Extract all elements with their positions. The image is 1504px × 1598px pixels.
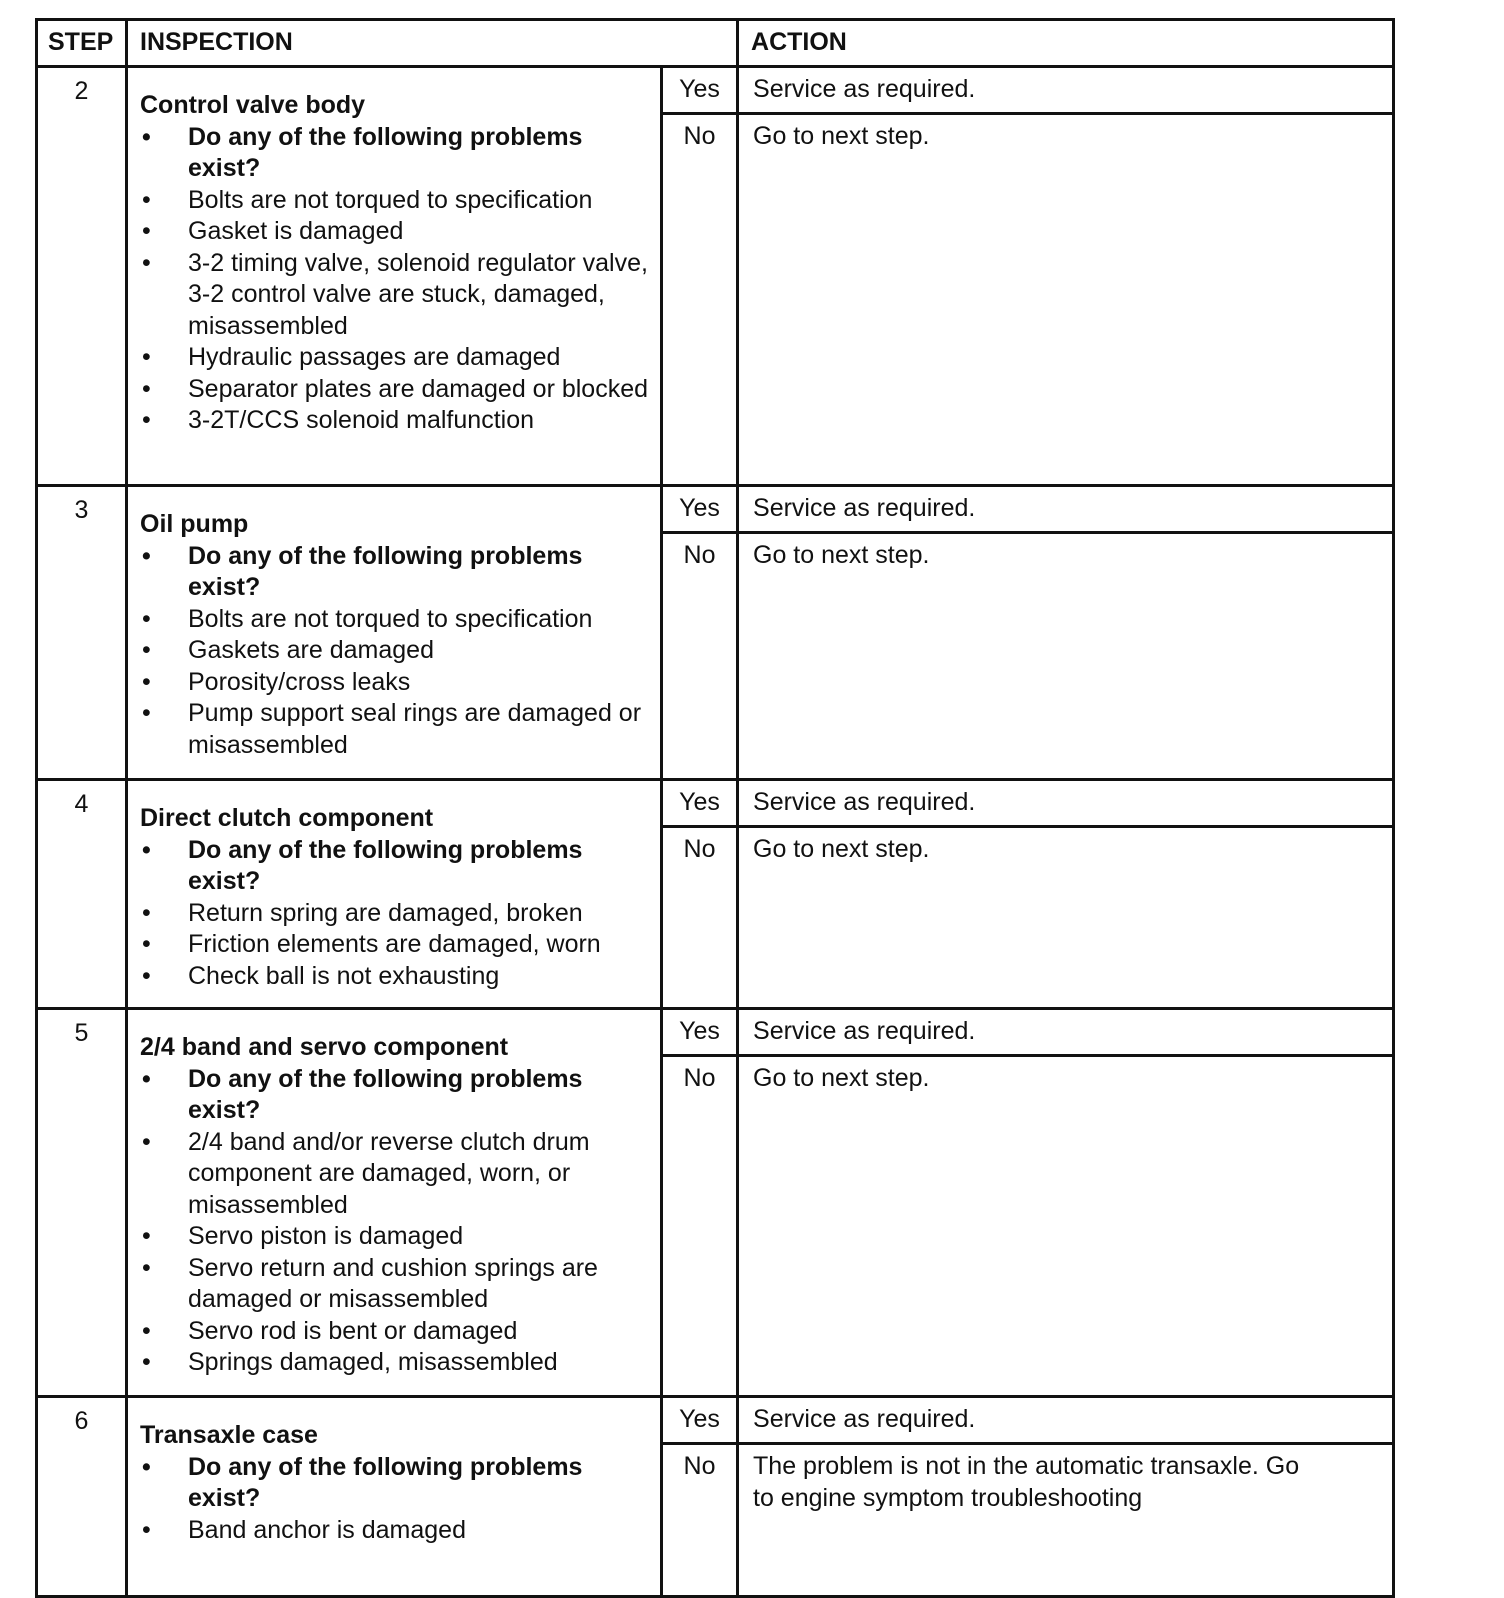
- yes-label: Yes: [662, 780, 738, 827]
- problem-item: • Separator plates are damaged or blocked: [140, 374, 652, 406]
- yes-action: Service as required.: [738, 67, 1394, 114]
- step-number: 3: [37, 486, 127, 780]
- step-row: [37, 1009, 1394, 1056]
- no-label: No: [662, 533, 738, 780]
- problem-item: • 2/4 band and/or reverse clutch drum component are damaged, worn, or misassembled: [140, 1127, 652, 1222]
- problem-item: • Springs damaged, misassembled: [140, 1347, 652, 1379]
- yes-action: Service as required.: [738, 1009, 1394, 1056]
- yes-action: Service as required.: [738, 486, 1394, 533]
- header-inspection: INSPECTION: [127, 20, 738, 67]
- no-action: Go to next step.: [738, 533, 1394, 780]
- problem-item: • Porosity/cross leaks: [140, 667, 652, 699]
- problem-list: [140, 122, 652, 437]
- no-action: Go to next step.: [738, 827, 1394, 1009]
- no-action: Go to next step.: [738, 1056, 1394, 1397]
- no-action: Go to next step.: [738, 114, 1394, 486]
- no-label: No: [662, 827, 738, 1009]
- problem-item: • Check ball is not exhausting: [140, 961, 652, 993]
- inspection-question: • Do any of the following problems exist?: [140, 541, 652, 604]
- inspection-cell: [127, 486, 662, 780]
- problem-item: • Band anchor is damaged: [140, 1515, 652, 1547]
- header-row: [37, 20, 1394, 67]
- inspection-title: Control valve body: [140, 91, 366, 119]
- problem-item: • Servo rod is bent or damaged: [140, 1316, 652, 1348]
- inspection-title: Direct clutch component: [140, 804, 434, 832]
- yes-label: Yes: [662, 1009, 738, 1056]
- problem-item: • Servo piston is damaged: [140, 1221, 652, 1253]
- problem-item: • 3-2 timing valve, solenoid regulator valve, 3-2 control valve are stuck, damaged, misassembled: [140, 248, 652, 343]
- step-row: [37, 780, 1394, 827]
- yes-action: Service as required.: [738, 780, 1394, 827]
- problem-item: • Gaskets are damaged: [140, 635, 652, 667]
- yes-action: Service as required.: [738, 1397, 1394, 1444]
- problem-item: • Gasket is damaged: [140, 216, 652, 248]
- step-number: 4: [37, 780, 127, 1009]
- inspection-question: • Do any of the following problems exist?: [140, 1452, 652, 1515]
- inspection-cell: [127, 1009, 662, 1397]
- problem-list: [140, 1064, 652, 1379]
- inspection-title: 2/4 band and servo component: [140, 1033, 509, 1061]
- yes-label: Yes: [662, 1397, 738, 1444]
- step-row: [37, 1397, 1394, 1444]
- inspection-cell: [127, 780, 662, 1009]
- yes-label: Yes: [662, 67, 738, 114]
- inspection-question: • Do any of the following problems exist?: [140, 1064, 652, 1127]
- no-label: No: [662, 114, 738, 486]
- problem-item: • Pump support seal rings are damaged or misassembled: [140, 698, 652, 761]
- step-number: 5: [37, 1009, 127, 1397]
- problem-item: • Bolts are not torqued to specification: [140, 185, 652, 217]
- inspection-cell: [127, 1397, 662, 1597]
- problem-item: • Hydraulic passages are damaged: [140, 342, 652, 374]
- step-number: 6: [37, 1397, 127, 1597]
- step-row: [37, 486, 1394, 533]
- inspection-title: Oil pump: [140, 510, 249, 538]
- problem-item: • Return spring are damaged, broken: [140, 898, 652, 930]
- yes-label: Yes: [662, 486, 738, 533]
- troubleshooting-table: [35, 18, 1395, 1598]
- step-number: 2: [37, 67, 127, 486]
- inspection-question: • Do any of the following problems exist?: [140, 122, 652, 185]
- no-action: The problem is not in the automatic transaxle. Go to engine symptom troubleshooting: [738, 1444, 1394, 1597]
- inspection-question: • Do any of the following problems exist?: [140, 835, 652, 898]
- problem-list: [140, 541, 652, 762]
- header-step: STEP: [37, 20, 127, 67]
- problem-list: [140, 835, 652, 993]
- problem-item: • Bolts are not torqued to specification: [140, 604, 652, 636]
- problem-item: • Servo return and cushion springs are damaged or misassembled: [140, 1253, 652, 1316]
- problem-list: [140, 1452, 652, 1547]
- step-row: [37, 67, 1394, 114]
- inspection-cell: [127, 67, 662, 486]
- header-action: ACTION: [738, 20, 1394, 67]
- no-label: No: [662, 1444, 738, 1597]
- problem-item: • Friction elements are damaged, worn: [140, 929, 652, 961]
- no-label: No: [662, 1056, 738, 1397]
- inspection-title: Transaxle case: [140, 1421, 318, 1449]
- problem-item: • 3-2T/CCS solenoid malfunction: [140, 405, 652, 437]
